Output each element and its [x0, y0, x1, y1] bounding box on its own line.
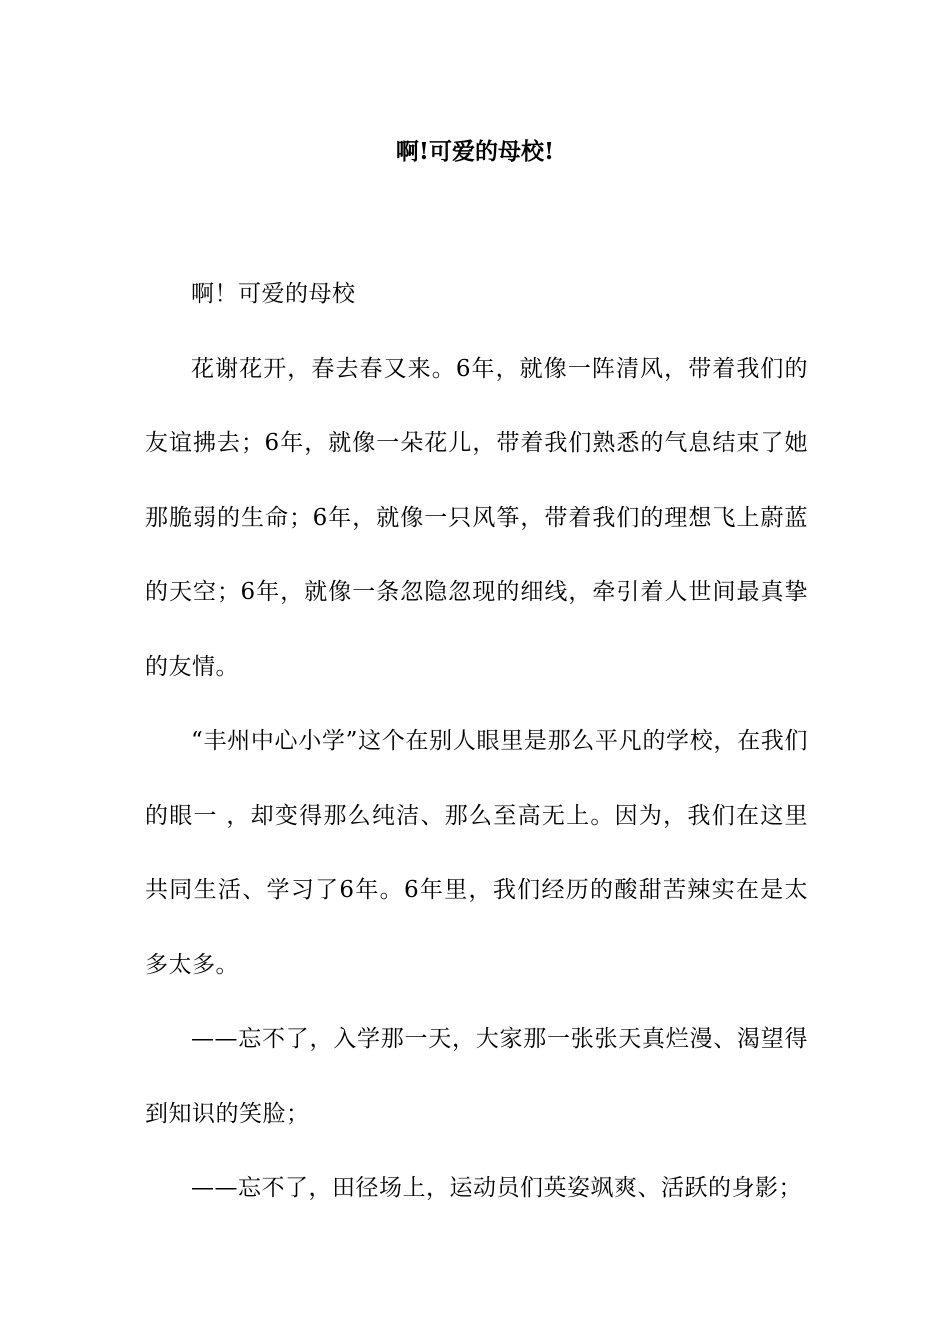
document-title: 啊!可爱的母校! — [395, 138, 555, 165]
paragraph: 花谢花开，春去春又来。6年，就像一阵清风，带着我们的友谊拂去；6年，就像一朵花儿，带着我们熟悉的气息结束了她那脆弱的生命；6年，就像一只风筝，带着我们的理想飞上蔚蓝的天空；6年，就像一条忽隐忽现的细线，牵引着人世间最真挚的友情。 — [145, 355, 808, 680]
paragraph-heading: 啊！可爱的母校 — [191, 281, 356, 307]
paragraph: ——忘不了，田径场上，运动员们英姿飒爽、活跃的身影； — [191, 1175, 802, 1201]
paragraph: ——忘不了，入学那一天，大家那一张张天真烂漫、渴望得到知识的笑脸； — [145, 1026, 808, 1127]
document-body — [145, 257, 808, 1226]
paragraph: “丰州中心小学”这个在别人眼里是那么平凡的学校，在我们的眼一 ，却变得那么纯洁、那么至高无上。因为，我们在这里共同生活、学习了6年。6年里，我们经历的酸甜苦辣实在是太多太多。 — [145, 728, 808, 978]
